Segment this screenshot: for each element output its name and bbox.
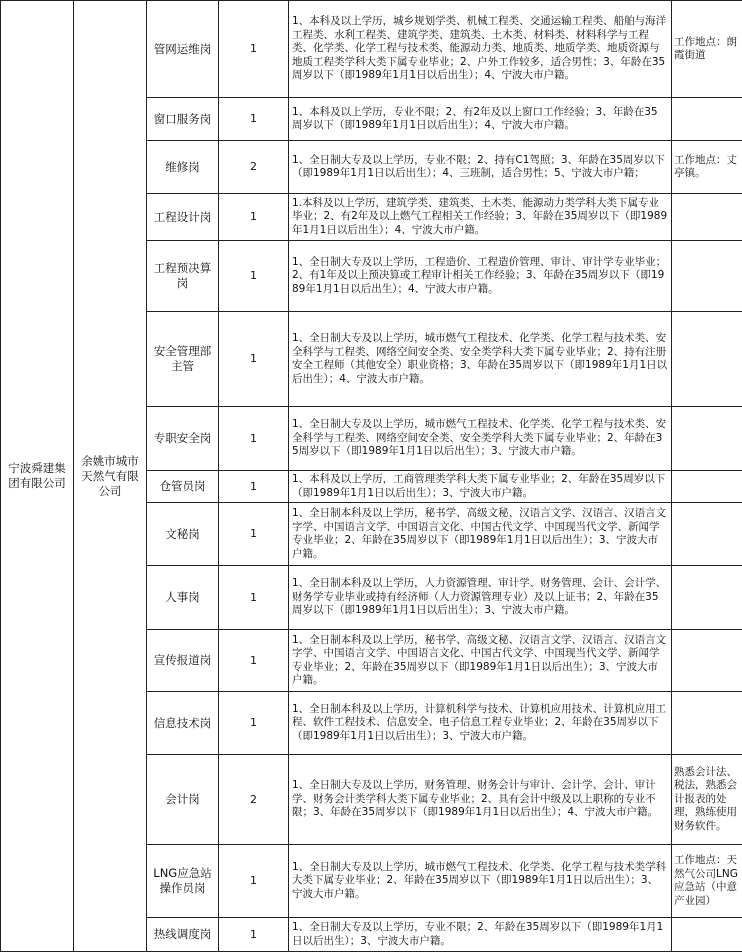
requirements-cell: 1、本科及以上学历，专业不限；2、有2年及以上窗口工作经验；3、年龄在35周岁以下（即1989年1月1日以后出生）；4、宁波大市户籍。 bbox=[289, 98, 672, 141]
position-cell: LNG应急站操作员岗 bbox=[147, 845, 219, 918]
note-cell bbox=[672, 194, 742, 241]
requirements-cell: 1、全日制大专及以上学历，工程造价、工程造价管理、审计、审计学专业毕业；2、有1年及以上预决算或工程审计相关工作经验；3、年龄在35周岁以下（即1989年1月1日以后出生）；4、宁波大市户籍。 bbox=[289, 241, 672, 312]
count-cell: 1 bbox=[219, 503, 289, 566]
note-cell: 工作地点：朗霞街道 bbox=[672, 1, 742, 98]
requirements-cell: 1、本科及以上学历，工商管理类学科大类下属专业毕业；2、年龄在35周岁以下（即1989年1月1日以后出生）；3、宁波大市户籍。 bbox=[289, 471, 672, 503]
note-cell bbox=[672, 630, 742, 692]
count-cell: 1 bbox=[219, 692, 289, 755]
company-cell: 宁波舜建集团有限公司 bbox=[1, 1, 74, 952]
table-row bbox=[1, 1, 742, 98]
count-cell: 1 bbox=[219, 98, 289, 141]
count-cell: 1 bbox=[219, 845, 289, 918]
requirements-cell: 1、全日制本科及以上学历，人力资源管理、审计学、财务管理、会计、会计学、财务学专业毕业或持有经济师（人力资源管理专业）及以上证书；2、年龄在35周岁以下（即1989年1月1日以后出生）；3、宁波大市户籍。 bbox=[289, 566, 672, 630]
count-cell: 1 bbox=[219, 194, 289, 241]
position-cell: 会计岗 bbox=[147, 755, 219, 845]
requirements-cell: 1、全日制大专及以上学历，专业不限；2、年龄在35周岁以下（即1989年1月1日以后出生）；3、宁波大市户籍。 bbox=[289, 918, 672, 952]
requirements-cell: 1、全日制本科及以上学历，秘书学、高级文秘、汉语言文学、汉语言、汉语言文字学、中国语言文学、中国语言文化、中国古代文学、中国现当代文学、新闻学专业毕业；2、年龄在35周岁以下（即1989年1月1日以后出生）；3、宁波大市户籍。 bbox=[289, 630, 672, 692]
count-cell: 2 bbox=[219, 755, 289, 845]
position-cell: 宣传报道岗 bbox=[147, 630, 219, 692]
requirements-cell: 1、全日制大专及以上学历，城市燃气工程技术、化学类、化学工程与技术类学科大类下属专业毕业；2、年龄在35周岁以下（即1989年1月1日以后出生）；3、宁波大市户籍。 bbox=[289, 845, 672, 918]
position-cell: 管网运维岗 bbox=[147, 1, 219, 98]
position-cell: 文秘岗 bbox=[147, 503, 219, 566]
note-cell bbox=[672, 566, 742, 630]
note-cell: 工作地点：天然气公司LNG应急站（中意产业园） bbox=[672, 845, 742, 918]
position-cell: 窗口服务岗 bbox=[147, 98, 219, 141]
requirements-cell: 1、全日制大专及以上学历，城市燃气工程技术、化学类、化学工程与技术类、安全科学与工程类、网络空间安全类、安全类学科大类下属专业毕业；2、年龄在35周岁以下（即1989年1月1日以后出生）；3、宁波大市户籍。 bbox=[289, 407, 672, 471]
count-cell: 1 bbox=[219, 241, 289, 312]
note-cell bbox=[672, 471, 742, 503]
note-cell bbox=[672, 312, 742, 407]
requirements-cell: 1、全日制本科及以上学历，计算机科学与技术、计算机应用技术、计算机应用工程、软件工程技术、信息安全、电子信息工程专业毕业；2、年龄在35周岁以下（即1989年1月1日以后出生）；3、宁波大市户籍。 bbox=[289, 692, 672, 755]
position-cell: 专职安全岗 bbox=[147, 407, 219, 471]
position-cell: 仓管员岗 bbox=[147, 471, 219, 503]
note-cell bbox=[672, 98, 742, 141]
requirements-cell: 1.本科及以上学历，建筑学类、建筑类、土木类、能源动力类学科大类下属专业毕业；2、有2年及以上燃气工程相关工作经验；3、年龄在35周岁以下（即1989年1月1日以后出生）；4、宁波大市户籍。 bbox=[289, 194, 672, 241]
position-cell: 工程设计岗 bbox=[147, 194, 219, 241]
position-cell: 人事岗 bbox=[147, 566, 219, 630]
requirements-cell: 1、全日制大专及以上学历，城市燃气工程技术、化学类、化学工程与技术类、安全科学与工程类、网络空间安全类、安全类学科大类下属专业毕业；2、持有注册安全工程师（其他安全）职业资格；3、年龄在35周岁以下（即1989年1月1日以后出生）；4、宁波大市户籍。 bbox=[289, 312, 672, 407]
position-cell: 热线调度岗 bbox=[147, 918, 219, 952]
subsidiary-cell: 余姚市城市天然气有限公司 bbox=[74, 1, 147, 952]
note-cell: 工作地点：丈亭镇。 bbox=[672, 141, 742, 194]
requirements-cell: 1、全日制大专及以上学历，专业不限；2、持有C1驾照；3、年龄在35周岁以下（即1989年1月1日以后出生）；4、三班制，适合男性；5、宁波大市户籍； bbox=[289, 141, 672, 194]
count-cell: 1 bbox=[219, 566, 289, 630]
count-cell: 2 bbox=[219, 141, 289, 194]
note-cell bbox=[672, 692, 742, 755]
note-cell: 熟悉会计法、税法，熟悉会计报表的处理，熟练使用财务软件。 bbox=[672, 755, 742, 845]
position-cell: 信息技术岗 bbox=[147, 692, 219, 755]
count-cell: 1 bbox=[219, 1, 289, 98]
position-cell: 工程预决算岗 bbox=[147, 241, 219, 312]
count-cell: 1 bbox=[219, 471, 289, 503]
note-cell bbox=[672, 503, 742, 566]
count-cell: 1 bbox=[219, 407, 289, 471]
requirements-cell: 1、全日制大专及以上学历，财务管理、财务会计与审计、会计学、会计、审计学、财务会计类学科大类下属专业毕业；2、具有会计中级及以上职称的专业不限；3、年龄在35周岁以下（即1989年1月1日以后出生）；4、宁波大市户籍。 bbox=[289, 755, 672, 845]
note-cell bbox=[672, 241, 742, 312]
note-cell bbox=[672, 407, 742, 471]
requirements-cell: 1、全日制本科及以上学历，秘书学、高级文秘、汉语言文学、汉语言、汉语言文字学、中国语言文学、中国语言文化、中国古代文学、中国现当代文学、新闻学专业毕业；2、年龄在35周岁以下（即1989年1月1日以后出生）；3、宁波大市户籍。 bbox=[289, 503, 672, 566]
count-cell: 1 bbox=[219, 630, 289, 692]
note-cell bbox=[672, 918, 742, 952]
position-cell: 安全管理部主管 bbox=[147, 312, 219, 407]
count-cell: 1 bbox=[219, 918, 289, 952]
position-cell: 维修岗 bbox=[147, 141, 219, 194]
count-cell: 1 bbox=[219, 312, 289, 407]
requirements-cell: 1、本科及以上学历，城乡规划学类、机械工程类、交通运输工程类、船舶与海洋工程类、水利工程类、建筑学类、建筑类、土木类、材料类、材料科学与工程类、化学类、化学工程与技术类、能源动力类、地质类、地质学类、地质资源与地质工程类学科大类下属专业毕业；2、户外工作较多，适合男性；3、年龄在35周岁以下（即1989年1月1日以后出生）；4、宁波大市户籍。 bbox=[289, 1, 672, 98]
